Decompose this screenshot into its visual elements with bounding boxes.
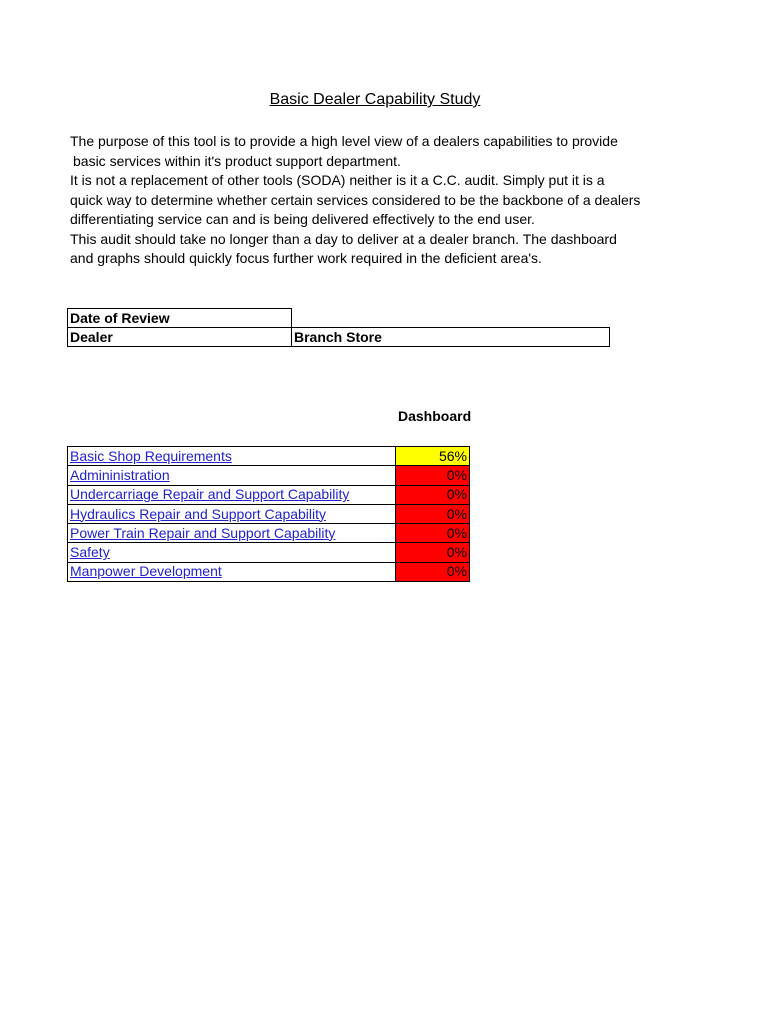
dashboard-category-link[interactable]: Safety	[70, 544, 110, 561]
intro-line: quick way to determine whether certain services considered to be the backbone of a dealers	[70, 191, 641, 208]
intro-text	[70, 132, 710, 269]
review-row-dealer	[68, 328, 610, 347]
date-of-review-value[interactable]	[292, 309, 610, 328]
dashboard-category-cell	[68, 447, 396, 466]
review-row-date	[68, 309, 610, 328]
dashboard-table	[67, 446, 470, 582]
dashboard-category-link[interactable]: Admininistration	[70, 466, 170, 483]
dashboard-row	[68, 543, 470, 562]
branch-store-label: Branch Store	[292, 328, 610, 347]
dashboard-row	[68, 447, 470, 466]
dashboard-score-cell: 0%	[396, 504, 470, 523]
date-of-review-label: Date of Review	[68, 309, 292, 328]
dashboard-score-cell: 0%	[396, 485, 470, 504]
dashboard-category-link[interactable]: Basic Shop Requirements	[70, 447, 232, 464]
dashboard-score-cell: 56%	[396, 447, 470, 466]
dashboard-row	[68, 524, 470, 543]
dashboard-category-link[interactable]: Manpower Development	[70, 563, 222, 580]
dashboard-category-cell	[68, 543, 396, 562]
dashboard-category-link[interactable]: Hydraulics Repair and Support Capability	[70, 505, 327, 522]
dashboard-row	[68, 504, 470, 523]
review-table	[67, 308, 610, 347]
dashboard-score-cell: 0%	[396, 466, 470, 485]
dashboard-title: Dashboard	[398, 408, 472, 424]
dashboard-score-cell: 0%	[396, 562, 470, 581]
intro-line: The purpose of this tool is to provide a high level view of a dealers capabilities to provide	[70, 133, 618, 149]
dashboard-category-link[interactable]: Undercarriage Repair and Support Capability	[70, 486, 350, 503]
dashboard-score-cell: 0%	[396, 543, 470, 562]
page-title: Basic Dealer Capability Study	[269, 91, 481, 108]
intro-line: and graphs should quickly focus further work required in the deficient area's.	[70, 250, 542, 266]
dashboard-category-cell	[68, 524, 396, 543]
intro-line: This audit should take no longer than a day to deliver at a dealer branch. The dashboard	[70, 230, 617, 247]
dashboard-category-link[interactable]: Power Train Repair and Support Capability	[70, 524, 336, 541]
intro-line: It is not a replacement of other tools (SODA) neither is it a C.C. audit. Simply put it is a	[70, 172, 605, 188]
dashboard-category-cell	[68, 562, 396, 581]
dashboard-row	[68, 466, 470, 485]
dashboard-category-cell	[68, 466, 396, 485]
dashboard-row	[68, 562, 470, 581]
intro-line: differentiating service can and is being delivered effectively to the end user.	[70, 211, 535, 227]
dashboard-category-cell	[68, 485, 396, 504]
dashboard-score-cell: 0%	[396, 524, 470, 543]
dashboard-row	[68, 485, 470, 504]
intro-line: basic services within it's product support department.	[73, 152, 401, 169]
dashboard-category-cell	[68, 504, 396, 523]
dealer-label: Dealer	[68, 328, 292, 347]
